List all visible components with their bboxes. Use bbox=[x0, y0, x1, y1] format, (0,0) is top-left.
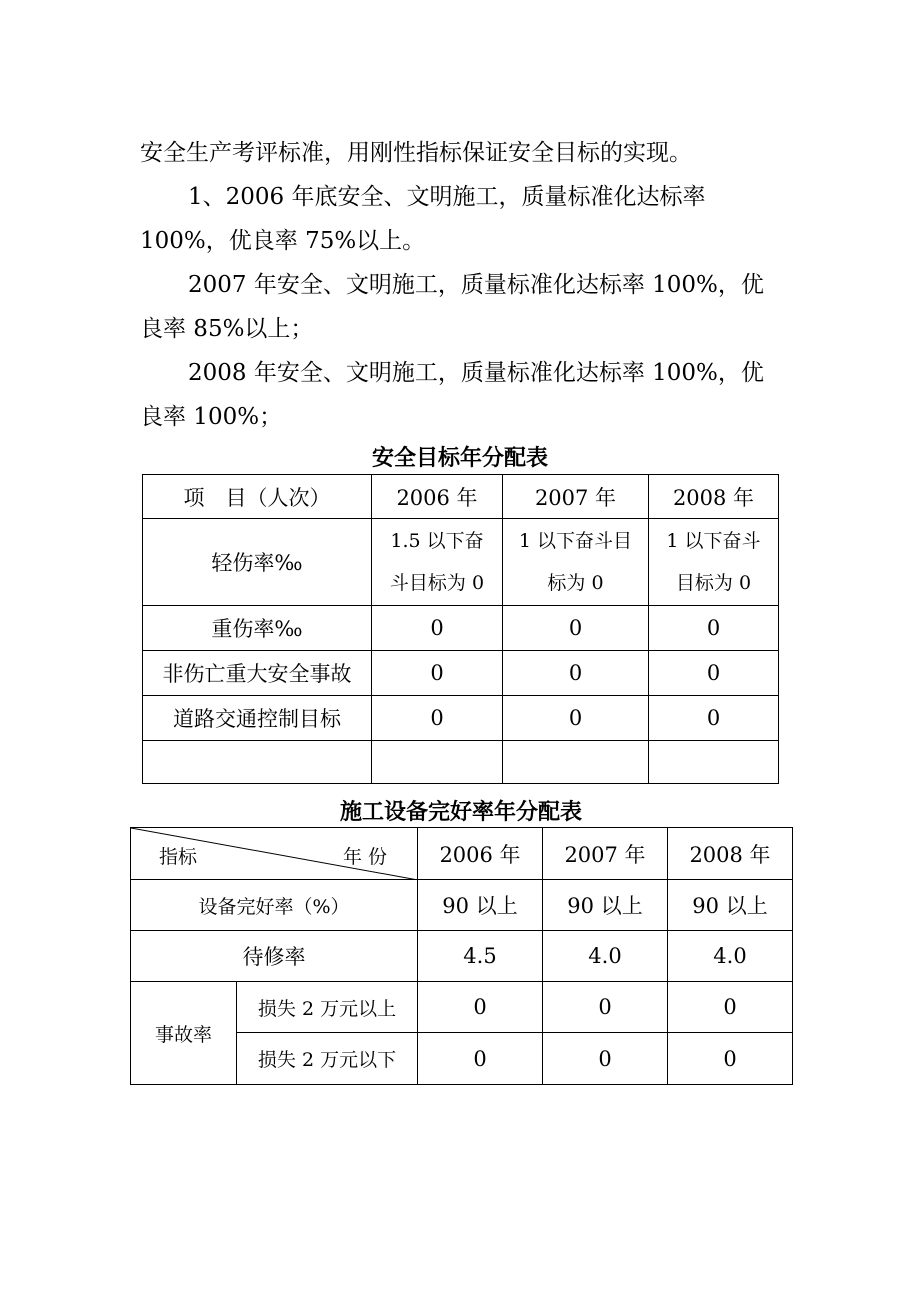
table-cell bbox=[372, 519, 503, 606]
table-cell: 0 bbox=[503, 696, 649, 741]
table-row bbox=[131, 931, 793, 982]
table-cell: 0 bbox=[668, 1033, 793, 1085]
header-cell: 2007 年 bbox=[543, 828, 668, 880]
table-cell bbox=[649, 519, 779, 606]
row-label: 损失 2 万元以上 bbox=[237, 982, 418, 1033]
table-cell: 0 bbox=[543, 1033, 668, 1085]
table1-caption: 安全目标年分配表 bbox=[371, 446, 548, 471]
cell-line: 斗目标为 0 bbox=[389, 572, 485, 594]
table-cell: 0 bbox=[418, 982, 543, 1033]
equipment-rate-table bbox=[130, 827, 793, 1085]
paragraph-line: 2008 年安全、文明施工，质量标准化达标率 100%，优 bbox=[188, 360, 764, 386]
cell-line: 1 以下奋斗 bbox=[666, 530, 761, 552]
paragraph-line: 1、2006 年底安全、文明施工，质量标准化达标率 bbox=[188, 184, 706, 210]
table-cell: 0 bbox=[503, 651, 649, 696]
cell-line: 标为 0 bbox=[547, 572, 604, 594]
table-row bbox=[131, 880, 793, 931]
paragraph-line: 良率 100%； bbox=[140, 404, 283, 430]
row-label: 轻伤率‰ bbox=[143, 519, 372, 606]
paragraph-line: 100%，优良率 75%以上。 bbox=[140, 228, 426, 254]
table-cell: 4.0 bbox=[668, 931, 793, 982]
header-cell: 2006 年 bbox=[372, 475, 503, 519]
empty-cell bbox=[372, 741, 503, 784]
table-cell: 0 bbox=[503, 606, 649, 651]
header-indicator-label: 指标 bbox=[159, 846, 198, 868]
diagonal-header-cell bbox=[131, 828, 418, 880]
header-cell: 2007 年 bbox=[503, 475, 649, 519]
table-cell: 0 bbox=[543, 982, 668, 1033]
row-label: 损失 2 万元以下 bbox=[237, 1033, 418, 1085]
table-cell: 0 bbox=[372, 606, 503, 651]
table-cell: 90 以上 bbox=[668, 880, 793, 931]
paragraph-line: 2007 年安全、文明施工，质量标准化达标率 100%，优 bbox=[188, 272, 764, 298]
table-row bbox=[143, 651, 779, 696]
cell-line: 1 以下奋斗目 bbox=[518, 530, 633, 552]
table-header-row bbox=[131, 828, 793, 880]
row-label: 非伤亡重大安全事故 bbox=[143, 651, 372, 696]
table-row bbox=[143, 519, 779, 606]
table-row bbox=[143, 606, 779, 651]
table-cell: 0 bbox=[372, 696, 503, 741]
paragraph-line: 安全生产考评标准，用刚性指标保证安全目标的实现。 bbox=[140, 140, 692, 166]
header-cell: 2006 年 bbox=[418, 828, 543, 880]
header-cell: 2008 年 bbox=[649, 475, 779, 519]
cell-line: 目标为 0 bbox=[675, 572, 752, 594]
header-cell: 2008 年 bbox=[668, 828, 793, 880]
table-header-row bbox=[143, 475, 779, 519]
table-cell: 4.5 bbox=[418, 931, 543, 982]
empty-cell bbox=[503, 741, 649, 784]
cell-line: 1.5 以下奋 bbox=[390, 530, 484, 552]
empty-cell bbox=[649, 741, 779, 784]
table-cell: 0 bbox=[649, 651, 779, 696]
row-label: 道路交通控制目标 bbox=[143, 696, 372, 741]
table-cell bbox=[503, 519, 649, 606]
table-cell: 90 以上 bbox=[418, 880, 543, 931]
empty-cell bbox=[143, 741, 372, 784]
row-label: 重伤率‰ bbox=[143, 606, 372, 651]
row-label: 待修率 bbox=[131, 931, 418, 982]
empty-row bbox=[143, 741, 779, 784]
table-cell: 90 以上 bbox=[543, 880, 668, 931]
row-label: 设备完好率（%） bbox=[131, 880, 418, 931]
header-cell: 项 目（人次） bbox=[143, 475, 372, 519]
safety-target-table bbox=[142, 474, 779, 784]
row-group-label: 事故率 bbox=[131, 982, 237, 1085]
header-year-label: 年 份 bbox=[342, 846, 387, 868]
table-cell: 0 bbox=[418, 1033, 543, 1085]
table-row bbox=[143, 696, 779, 741]
table-cell: 0 bbox=[649, 696, 779, 741]
table-row bbox=[131, 982, 793, 1033]
table-cell: 4.0 bbox=[543, 931, 668, 982]
table2-caption: 施工设备完好率年分配表 bbox=[339, 800, 582, 825]
table-cell: 0 bbox=[372, 651, 503, 696]
table-cell: 0 bbox=[668, 982, 793, 1033]
paragraph-line: 良率 85%以上； bbox=[140, 316, 314, 342]
table-cell: 0 bbox=[649, 606, 779, 651]
